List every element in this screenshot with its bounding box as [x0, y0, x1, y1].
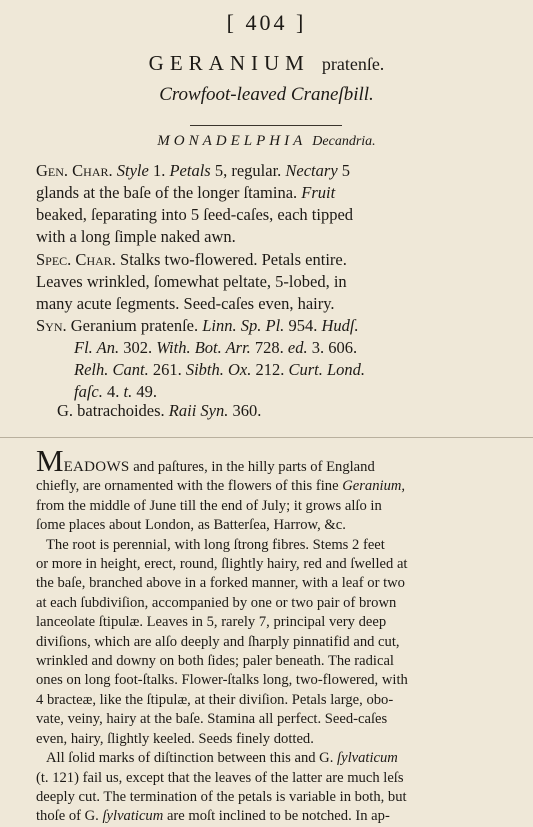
body-line: even, hairy, ſlightly keeled. Seeds finely dotted. [36, 730, 314, 747]
paragraph-description [36, 536, 499, 749]
body-line: or more in height, erect, round, ſlightly hairy, red and ſwelled at [36, 556, 408, 573]
text: 212. [255, 360, 285, 379]
text: 5 [341, 161, 351, 180]
text-italic: ſylvaticum [337, 750, 398, 767]
gen-char-line [36, 182, 496, 204]
body-line: wrinkled and downy on both ſides; paler beneath. The radical [36, 653, 394, 670]
class-name: MONADELPHIA [157, 133, 307, 149]
linnaean-class [0, 132, 533, 150]
spec-char-label: Spec. Char. [36, 250, 116, 269]
drop-cap: M [36, 443, 64, 478]
text-italic: Fruit [301, 183, 336, 202]
syn-line [36, 381, 496, 403]
text: chiefly, are ornamented with the flowers of this fine [36, 478, 339, 495]
body-line: ſome places about London, as Batterſea, Harrow, &c. [36, 517, 346, 534]
body-line: The root is perennial, with long ſtrong fibres. Stems 2 feet [46, 536, 385, 553]
species-epithet: pratenſe. [321, 54, 385, 74]
text: 49. [136, 382, 157, 401]
text: Geranium pratenſe. [70, 316, 199, 335]
gen-char-label: Gen. Char. [36, 161, 113, 180]
genus-name: GERANIUM [148, 51, 310, 75]
text-italic: faſc. [74, 382, 103, 401]
text-italic: Petals [169, 161, 211, 180]
body-line: lanceolate ſtipulæ. Leaves in 5, rarely 7, principal very deep [36, 614, 387, 631]
spec-char-line: Leaves wrinkled, ſomewhat peltate, 5-lobed, in [36, 272, 347, 291]
text: 261. [152, 360, 182, 379]
syn-line [36, 315, 496, 337]
paragraph-distinction [36, 749, 499, 827]
section-divider [0, 437, 533, 438]
syn-label: Syn. [36, 316, 67, 335]
gen-char-line: beaked, ſeparating into 5 ſeed-caſes, each tipped [36, 205, 354, 224]
text-italic: ſylvaticum [102, 808, 164, 825]
text-italic: Geranium, [342, 478, 406, 495]
body-line: from the middle of June till the end of July; it grows alſo in [36, 497, 382, 514]
common-name: Crowfoot-leaved Craneſbill. [159, 84, 374, 105]
page-number: [ 404 ] [226, 10, 307, 35]
body-line: 4 bracteæ, like the ſtipulæ, at their diviſion. Petals large, obo- [36, 691, 394, 708]
text: and paſtures, in the hilly parts of England [129, 459, 375, 475]
heading-rule [190, 125, 342, 126]
text: Stalks two-flowered. Petals entire. [120, 250, 347, 269]
text-italic: With. Bot. Arr. [156, 338, 251, 357]
text-italic: Fl. An. [74, 338, 120, 357]
gen-char-line [36, 160, 496, 182]
body-line: (t. 121) fail us, except that the leaves of the latter are much leſs [36, 769, 404, 786]
syn-line [36, 337, 496, 359]
body-line: vate, veiny, hairy at the baſe. Stamina all perfect. Seed-caſes [36, 711, 388, 728]
text: thoſe of G. [36, 808, 99, 825]
text-italic: Nectary [285, 161, 338, 180]
text: 360. [232, 401, 262, 420]
text-italic: Sibth. Ox. [185, 360, 252, 379]
generic-character [36, 160, 496, 248]
body-line: ones on long foot-ſtalks. Flower-ſtalks long, two-flowered, with [36, 672, 408, 689]
text: are moſt inclined to be notched. In ap- [166, 808, 390, 825]
text-italic: Style [116, 161, 149, 180]
text: 3. 606. [311, 338, 358, 357]
text: G. batrachoides. [57, 401, 165, 420]
syn-line [36, 359, 496, 381]
order-name: Decandria. [312, 134, 376, 149]
text: 728. [254, 338, 284, 357]
specific-character [36, 249, 496, 315]
species-heading [0, 51, 533, 76]
species-description [36, 443, 499, 827]
text-italic: Raii Syn. [168, 401, 229, 420]
body-line: at each ſubdiviſion, accompanied by one or two pair of brown [36, 594, 397, 611]
text-italic: Hudſ. [321, 316, 359, 335]
text: 5, regular. [214, 161, 282, 180]
body-line: the baſe, branched above in a forked manner, with a leaf or two [36, 575, 405, 592]
text: glands at the baſe of the longer ſtamina. [36, 183, 298, 202]
text-italic: Curt. Lond. [288, 360, 366, 379]
text-italic: Relh. Cant. [74, 360, 149, 379]
text-italic: Linn. Sp. Pl. [202, 316, 285, 335]
text-italic: ed. [287, 338, 308, 357]
text: 954. [288, 316, 318, 335]
text: 4. [107, 382, 120, 401]
text: 1. [152, 161, 166, 180]
text: 302. [123, 338, 153, 357]
text: All ſolid marks of diſtinction between this and G. [46, 750, 334, 767]
paragraph-habitat [36, 443, 499, 536]
body-line [36, 807, 499, 826]
synonym-batrachoides [57, 401, 261, 421]
body-line [36, 477, 499, 496]
body-line: diviſions, which are alſo deeply and ſharply pinnatifid and cut, [36, 633, 400, 650]
text-italic: t. [123, 382, 133, 401]
spec-char-line [36, 249, 496, 271]
synonyms [36, 315, 496, 403]
body-line [36, 443, 499, 478]
spec-char-line: many acute ſegments. Seed-caſes even, hairy. [36, 294, 335, 313]
body-line: deeply cut. The termination of the petals is variable in both, but [36, 788, 407, 805]
lead-caps: EADOWS [63, 459, 130, 475]
body-line [36, 749, 499, 768]
gen-char-line: with a long ſimple naked awn. [36, 227, 236, 246]
